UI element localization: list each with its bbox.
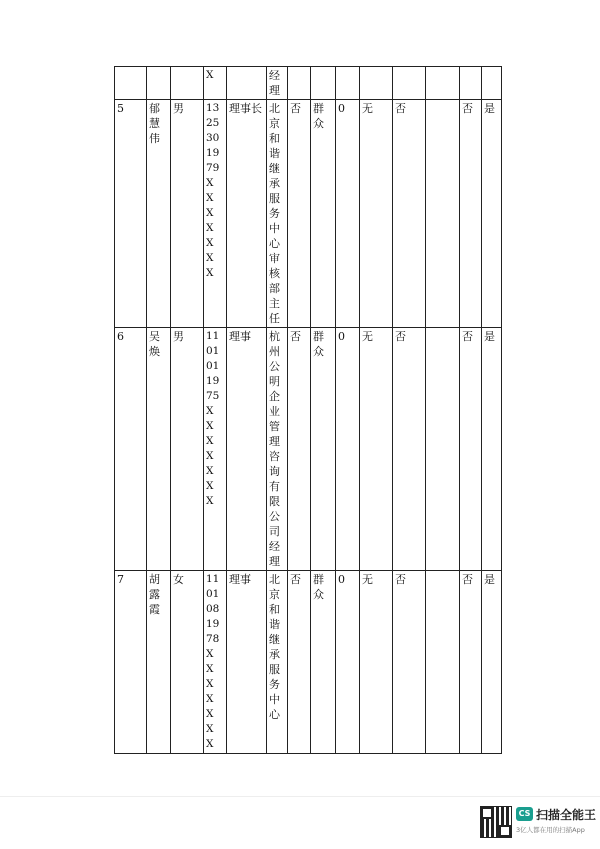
table-row bbox=[115, 571, 502, 754]
political-status: 群众 bbox=[313, 102, 324, 130]
brand-name: 扫描全能王 bbox=[536, 808, 597, 822]
table-cell bbox=[115, 328, 147, 571]
col-7-value: 否 bbox=[290, 102, 301, 115]
member-name: 吴焕 bbox=[149, 330, 160, 358]
table-cell bbox=[115, 571, 147, 754]
table-cell bbox=[288, 328, 311, 571]
member-table bbox=[114, 66, 502, 754]
col-13-value: 否 bbox=[462, 573, 473, 586]
member-gender: 男 bbox=[173, 330, 184, 343]
row-number: 7 bbox=[117, 573, 124, 586]
table-cell bbox=[227, 328, 267, 571]
col-14-value: 是 bbox=[484, 573, 495, 586]
col-10-value: 无 bbox=[362, 102, 373, 115]
table-cell bbox=[482, 67, 502, 100]
table-cell bbox=[267, 571, 288, 754]
table-cell bbox=[288, 67, 311, 100]
table-cell bbox=[360, 67, 393, 100]
table-cell bbox=[267, 328, 288, 571]
col-14-value: 是 bbox=[484, 102, 495, 115]
col-11-value: 否 bbox=[395, 573, 406, 586]
table-cell bbox=[147, 571, 171, 754]
col-13-value: 否 bbox=[462, 102, 473, 115]
col-13-value: 否 bbox=[462, 330, 473, 343]
table-cell bbox=[204, 100, 227, 328]
table-row bbox=[115, 67, 502, 100]
table-row bbox=[115, 328, 502, 571]
table-cell bbox=[393, 328, 426, 571]
table-cell bbox=[171, 67, 204, 100]
table-cell bbox=[460, 100, 482, 328]
footer-divider bbox=[0, 796, 600, 797]
col-10-value: 无 bbox=[362, 573, 373, 586]
member-position: 理事 bbox=[229, 330, 251, 343]
table-cell bbox=[204, 328, 227, 571]
table-cell bbox=[393, 100, 426, 328]
table-cell bbox=[227, 67, 267, 100]
col-11-value: 否 bbox=[395, 330, 406, 343]
table-cell bbox=[267, 100, 288, 328]
political-status: 群众 bbox=[313, 330, 324, 358]
table-cell bbox=[482, 571, 502, 754]
table-cell bbox=[311, 67, 336, 100]
table-cell bbox=[288, 571, 311, 754]
table-cell bbox=[426, 571, 460, 754]
table-cell bbox=[336, 100, 360, 328]
col-10-value: 无 bbox=[362, 330, 373, 343]
table-cell bbox=[336, 571, 360, 754]
table-cell bbox=[426, 328, 460, 571]
table-cell bbox=[311, 100, 336, 328]
table-cell bbox=[336, 328, 360, 571]
table-cell bbox=[460, 67, 482, 100]
col-9-value: 0 bbox=[338, 330, 345, 343]
member-gender: 男 bbox=[173, 102, 184, 115]
table-cell bbox=[482, 328, 502, 571]
table-cell bbox=[393, 571, 426, 754]
table-cell bbox=[204, 67, 227, 100]
table-cell bbox=[426, 67, 460, 100]
col-14-value: 是 bbox=[484, 330, 495, 343]
table-cell bbox=[204, 571, 227, 754]
member-id-number: 13253019 79XXXXXXX bbox=[206, 102, 220, 279]
col-7-value: 否 bbox=[290, 330, 301, 343]
col-7-value: 否 bbox=[290, 573, 301, 586]
col-9-value: 0 bbox=[338, 102, 345, 115]
table-cell bbox=[393, 67, 426, 100]
table-cell bbox=[460, 571, 482, 754]
table-cell bbox=[147, 100, 171, 328]
member-employer: 经理 bbox=[269, 69, 280, 97]
political-status: 群众 bbox=[313, 573, 324, 601]
member-position: 理事长 bbox=[229, 102, 262, 115]
table-cell bbox=[227, 100, 267, 328]
member-employer: 北京和谐继承服务中心审核部主任 bbox=[269, 102, 280, 325]
table-cell bbox=[426, 100, 460, 328]
row-number: 5 bbox=[117, 102, 124, 115]
table-cell bbox=[336, 67, 360, 100]
table-cell bbox=[360, 571, 393, 754]
col-11-value: 否 bbox=[395, 102, 406, 115]
table-cell bbox=[227, 571, 267, 754]
qr-code-icon bbox=[480, 806, 512, 838]
table-cell bbox=[171, 100, 204, 328]
member-gender: 女 bbox=[173, 573, 184, 586]
table-cell bbox=[147, 328, 171, 571]
table-cell bbox=[267, 67, 288, 100]
table-cell bbox=[311, 571, 336, 754]
scanner-watermark bbox=[480, 806, 595, 842]
member-name: 郁慧伟 bbox=[149, 102, 160, 145]
table-cell bbox=[311, 328, 336, 571]
table-cell bbox=[360, 328, 393, 571]
member-employer: 杭州公明企业管理咨询有限公司经理 bbox=[269, 330, 280, 568]
table-cell bbox=[171, 571, 204, 754]
table-cell bbox=[288, 100, 311, 328]
member-name: 胡露霞 bbox=[149, 573, 160, 616]
member-position: 理事 bbox=[229, 573, 251, 586]
member-id-number: 11010819 78XXXXXXX bbox=[206, 573, 220, 750]
table-cell bbox=[482, 100, 502, 328]
brand-tagline: 3亿人都在用的扫描App bbox=[516, 826, 585, 834]
member-id-number: 11010119 75XXXXXXX bbox=[206, 330, 220, 507]
row-number: 6 bbox=[117, 330, 124, 343]
table-cell bbox=[171, 328, 204, 571]
table-cell bbox=[115, 67, 147, 100]
table-cell bbox=[115, 100, 147, 328]
table-row bbox=[115, 100, 502, 328]
member-id-number: X bbox=[206, 69, 214, 81]
table-cell bbox=[360, 100, 393, 328]
table-cell bbox=[460, 328, 482, 571]
table-cell bbox=[147, 67, 171, 100]
member-employer: 北京和谐继承服务中心 bbox=[269, 573, 280, 721]
camscanner-logo-icon: CS bbox=[516, 807, 533, 821]
col-9-value: 0 bbox=[338, 573, 345, 586]
